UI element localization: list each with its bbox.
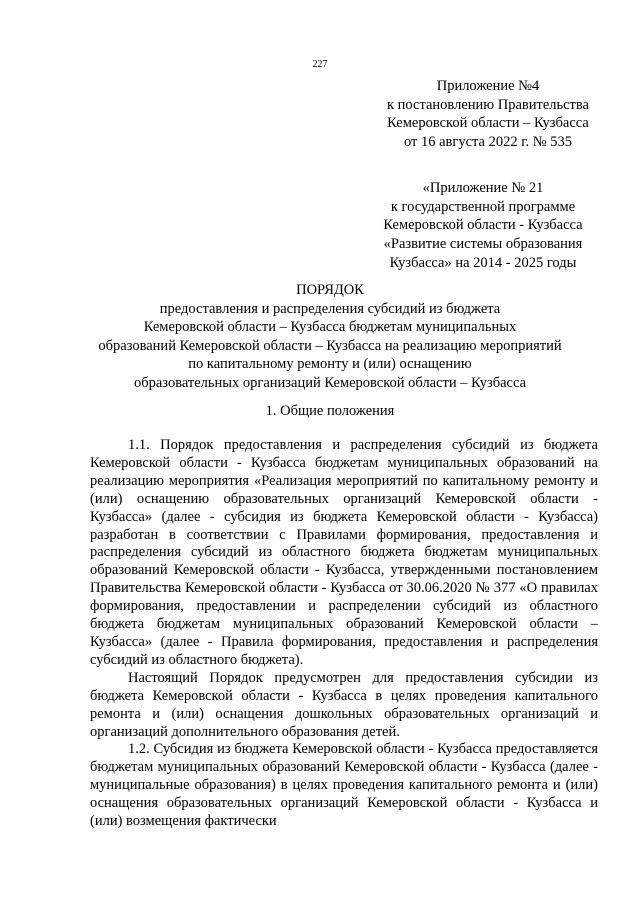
appendix-21-reference — [368, 179, 598, 273]
appendix-21-line: Кемеровской области - Кузбасса — [383, 217, 583, 234]
page-number: 227 — [312, 59, 328, 70]
body-text — [90, 437, 598, 831]
appendix-4-line: от 16 августа 2022 г. № 535 — [403, 134, 573, 151]
appendix-21-line: Кузбасса» на 2014 - 2025 годы — [389, 254, 577, 271]
document-title — [60, 281, 600, 393]
paragraph-1-2: 1.2. Субсидия из бюджета Кемеровской области - Кузбасса предоставляется бюджетам муниципальных образований Кемеровской области - Кузбасса (далее - муниципальные образования) в целях проведения капитального ремонта и (или) оснащения образовательных организаций Кемеровской области - Кузбасса и (или) возмещения фактически — [90, 741, 598, 830]
appendix-4-line: Кемеровской области – Кузбасса — [387, 115, 589, 132]
paragraph-purpose: Настоящий Порядок предусмотрен для предоставления субсидии из бюджета Кемеровской области - Кузбасса в целях проведения капитального ремонта и (или) оснащения дошкольных образовательных организаций и организаций дополнительного образования детей. — [90, 669, 598, 740]
appendix-4-line: к постановлению Правительства — [387, 96, 589, 113]
title-subtitle-line: по капитальному ремонту и (или) оснащению — [188, 356, 472, 373]
title-subtitle-line: образовательных организаций Кемеровской области – Кузбасса — [133, 374, 527, 391]
section-heading: 1. Общие положения — [265, 403, 395, 419]
appendix-21-line: к государственной программе — [390, 198, 576, 215]
title-subtitle-line: предоставления и распределения субсидий из бюджета — [159, 300, 501, 317]
appendix-21-line: «Развитие системы образования — [383, 236, 583, 253]
appendix-4-line: Приложение №4 — [436, 78, 540, 94]
appendix-4-reference — [378, 77, 598, 152]
title-subtitle-line: образований Кемеровской области – Кузбасса на реализацию мероприятий — [98, 337, 562, 354]
title-subtitle-line: Кемеровской области – Кузбасса бюджетам муниципальных — [143, 319, 517, 336]
title-heading: ПОРЯДОК — [296, 282, 364, 298]
appendix-21-line: «Приложение № 21 — [422, 180, 544, 196]
paragraph-1-1: 1.1. Порядок предоставления и распределения субсидий из бюджета Кемеровской области - Кузбасса бюджетам муниципальных образований на реализацию мероприятия «Реализация мероприятий по капитальному ремонту и (или) оснащению образовательных организаций Кемеровской области - Кузбасса» (далее - субсидия из бюджета Кемеровской области - Кузбасса) разработан в соответствии с Правилами формирования, предоставления и распределения субсидий из областного бюджета бюджетам муниципальных образований Кемеровской области - Кузбасса, утвержденными постановлением Правительства Кемеровской области - Кузбасса от 30.06.2020 № 377 «О правилах формирования, предоставлении и распределении субсидий из областного бюджета бюджетам муниципальных образований Кемеровской области – Кузбасса» (далее - Правила формирования, предоставления и распределения субсидий из областного бюджета). — [90, 437, 598, 668]
